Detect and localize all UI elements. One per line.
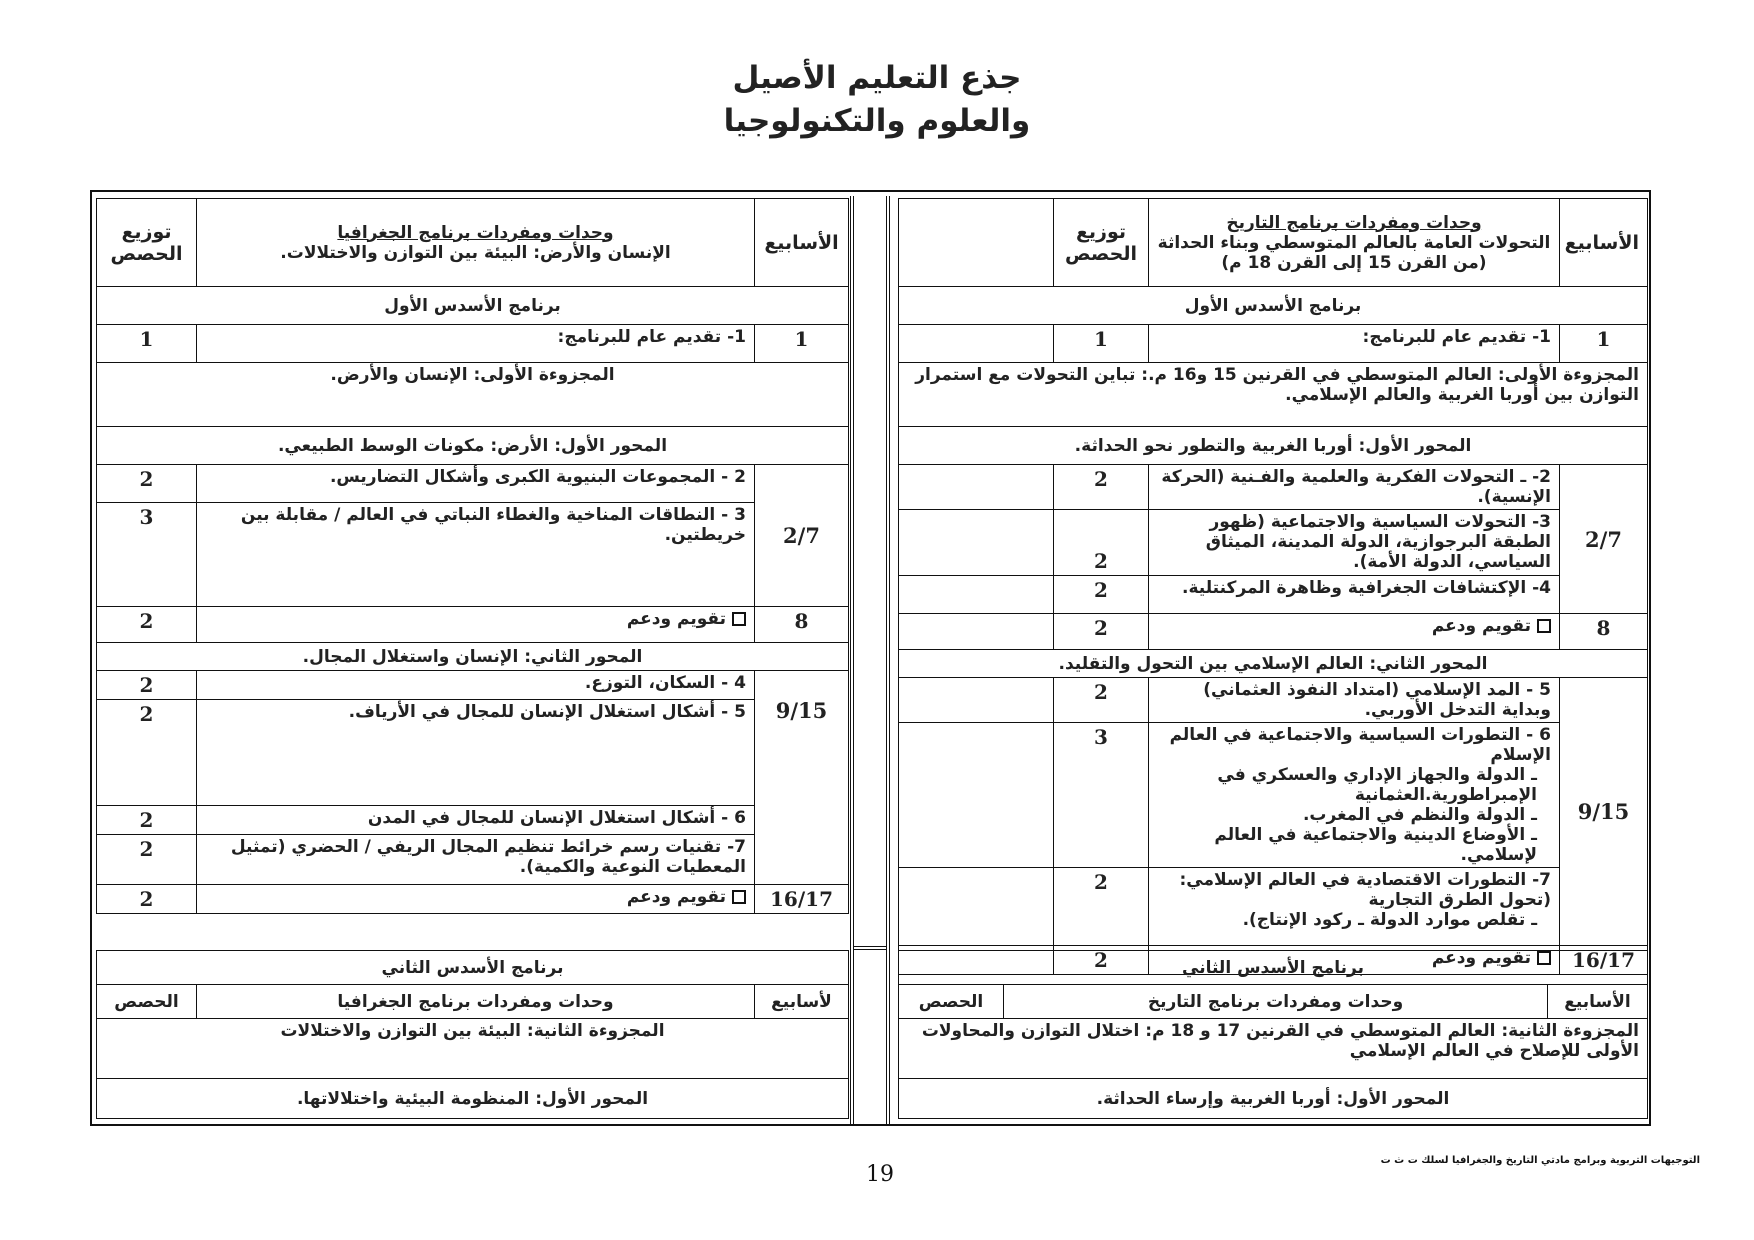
lesson-4: 4 - السكان، التوزع. bbox=[197, 671, 755, 700]
lesson-3: 3 - النطاقات المناخية والغطاء النباتي في العالم / مقابلة بين خريطتين. bbox=[197, 503, 755, 607]
weeks-9-15: 9/15 bbox=[1560, 678, 1648, 946]
footer-note: التوجيهات التربوية وبرامج مادتي التاريخ والجغرافيا لسلك ت ث ت bbox=[1380, 1155, 1700, 1166]
sessions-cell: 2 bbox=[97, 607, 197, 643]
page-subtitle: والعلوم والتكنولوجيا bbox=[723, 103, 1031, 139]
lesson-2: 2 - المجموعات البنيوية الكبرى وأشكال التضاريس. bbox=[197, 465, 755, 503]
semester-2-title: برنامج الأسدس الثاني bbox=[899, 951, 1648, 985]
sessions-cell: 3 bbox=[97, 503, 197, 607]
sessions-cell: 2 bbox=[97, 465, 197, 503]
axis-2-title: المحور الثاني: الإنسان واستغلال المجال. bbox=[97, 643, 849, 671]
sessions-cell: 2 bbox=[97, 700, 197, 806]
module-1-title: المجزوءة الأولى: العالم المتوسطي في القرنين 15 و16 م.: تباين التحولات مع استمرار التوازن بين أوربا الغربية والعالم الإسلامي. bbox=[899, 363, 1648, 427]
lesson-6: 6 - التطورات السياسية والاجتماعية في العالم الإسلام ـ الدولة والجهاز الإداري والعسكري في الإمبراطورية.العثمانية ـ الدولة والنظم في المغرب. ـ الأوضاع الدينية والاجتماعية في العالم لإسلامي. bbox=[1149, 723, 1560, 868]
evaluation-row: تقويم ودعم bbox=[1149, 614, 1560, 650]
sessions-cell: 1 bbox=[1054, 325, 1149, 363]
lesson-5: 5 - المد الإسلامي (امتداد النفوذ العثماني) وبداية التدخل الأوربي. bbox=[1149, 678, 1560, 723]
sessions-cell: 2 bbox=[1054, 678, 1149, 723]
units-header: وحدات ومفردات برنامج الجغرافيا bbox=[197, 985, 755, 1019]
lesson-intro: 1- تقديم عام للبرنامج: bbox=[197, 325, 755, 363]
weeks-header: الأسابيع bbox=[1548, 985, 1648, 1019]
sessions-cell: 2 bbox=[97, 806, 197, 835]
week-cell: 8 bbox=[1560, 614, 1648, 650]
history-program-table bbox=[898, 198, 1648, 975]
weeks-9-15: 9/15 bbox=[755, 671, 849, 885]
weeks-2-7: 2/7 bbox=[755, 465, 849, 607]
semester-1-title: برنامج الأسدس الأول bbox=[97, 287, 849, 325]
history-units-header: وحدات ومفردات برنامج التاريخ التحولات العامة بالعالم المتوسطي وبناء الحداثة (من القرن 15 إلى القرن 18 م) bbox=[1149, 199, 1560, 287]
sessions-cell: 2 bbox=[1054, 614, 1149, 650]
sessions-cell: 1 bbox=[97, 325, 197, 363]
axis-1-title: المحور الأول: الأرض: مكونات الوسط الطبيعي. bbox=[97, 427, 849, 465]
sessions-cell: 2 bbox=[97, 835, 197, 885]
distribution-header: توزيع الحصص bbox=[97, 199, 197, 287]
lesson-4: 4- الإكتشافات الجغرافية وظاهرة المركنتلية. bbox=[1149, 576, 1560, 614]
week-cell: 1 bbox=[1560, 325, 1648, 363]
axis-1-title: المحور الأول: أوربا الغربية والتطور نحو الحداثة. bbox=[899, 427, 1648, 465]
sessions-cell: 2 bbox=[1054, 465, 1149, 510]
lesson-7: 7- تقنيات رسم خرائط تنظيم المجال الريفي / الحضري (تمثيل المعطيات النوعية والكمية). bbox=[197, 835, 755, 885]
module-2-title: المجزوءة الثانية: العالم المتوسطي في القرنين 17 و 18 م: اختلال التوازن والمحاولات الأولى للإصلاح في العالم الإسلامي bbox=[899, 1019, 1648, 1079]
week-cell: 1 bbox=[755, 325, 849, 363]
sessions-cell: 3 bbox=[1054, 723, 1149, 868]
page-title: جذع التعليم الأصيل bbox=[732, 60, 1022, 96]
lesson-3: 3- التحولات السياسية والاجتماعية (ظهور الطبقة البرجوازية، الدولة المدينة، الميثاق السياسي، الدولة الأمة). bbox=[1149, 510, 1560, 576]
geography-units-header: وحدات ومفردات برنامج الجغرافيا الإنسان والأرض: البيئة بين التوازن والاختلالات. bbox=[197, 199, 755, 287]
sessions-cell: 2 bbox=[97, 885, 197, 914]
sessions-header: الحصص bbox=[97, 985, 197, 1019]
evaluation-row: تقويم ودعم bbox=[197, 885, 755, 914]
weeks-header: الأسابيع bbox=[755, 199, 849, 287]
center-divider bbox=[850, 196, 890, 1126]
square-bullet-icon bbox=[732, 890, 746, 904]
week-cell: 8 bbox=[755, 607, 849, 643]
lesson-2: 2- ـ التحولات الفكرية والعلمية والفـنية (الحركة الإنسية). bbox=[1149, 465, 1560, 510]
distribution-header: توزيع الحصص bbox=[1054, 199, 1149, 287]
lesson-6: 6 - أشكال استغلال الإنسان للمجال في المدن bbox=[197, 806, 755, 835]
module-1-title: المجزوءة الأولى: الإنسان والأرض. bbox=[97, 363, 849, 427]
square-bullet-icon bbox=[1537, 619, 1551, 633]
evaluation-row: تقويم ودعم bbox=[1149, 946, 1560, 975]
weeks-header: لأسابيع bbox=[755, 985, 849, 1019]
module-2-title: المجزوءة الثانية: البيئة بين التوازن والاختلالات bbox=[97, 1019, 849, 1079]
sessions-cell: 2 bbox=[1054, 576, 1149, 614]
square-bullet-icon bbox=[732, 612, 746, 626]
history-semester-2-table bbox=[898, 950, 1648, 1119]
axis-3-title: المحور الأول: المنظومة البيئية واختلالاتها. bbox=[97, 1079, 849, 1119]
evaluation-row: تقويم ودعم bbox=[197, 607, 755, 643]
blank-cell bbox=[899, 199, 1054, 287]
semester-2-title: برنامج الأسدس الثاني bbox=[97, 951, 849, 985]
week-cell: 16/17 bbox=[1560, 946, 1648, 975]
units-header: وحدات ومفردات برنامج التاريخ bbox=[1004, 985, 1548, 1019]
semester-1-title: برنامج الأسدس الأول bbox=[899, 287, 1648, 325]
axis-2-title: المحور الثاني: العالم الإسلامي بين التحول والتقليد. bbox=[899, 650, 1648, 678]
sessions-cell: 2 bbox=[1054, 510, 1149, 576]
weeks-2-7: 2/7 bbox=[1560, 465, 1648, 614]
sessions-cell: 2 bbox=[97, 671, 197, 700]
axis-3-title: المحور الأول: أوربا الغربية وإرساء الحداثة. bbox=[899, 1079, 1648, 1119]
lesson-7: 7- التطورات الاقتصادية في العالم الإسلامي: (تحول الطرق التجارية ـ تقلص موارد الدولة ـ ركود الإنتاج). bbox=[1149, 868, 1560, 946]
sessions-cell: 2 bbox=[1054, 868, 1149, 946]
lesson-intro: 1- تقديم عام للبرنامج: bbox=[1149, 325, 1560, 363]
page-number: 19 bbox=[866, 1162, 894, 1187]
weeks-header: الأسابيع bbox=[1560, 199, 1648, 287]
sessions-cell: 2 bbox=[1054, 946, 1149, 975]
lesson-5: 5 - أشكال استغلال الإنسان للمجال في الأرياف. bbox=[197, 700, 755, 806]
geography-semester-2-table bbox=[96, 950, 849, 1119]
sessions-header: الحصص bbox=[899, 985, 1004, 1019]
geography-program-table bbox=[96, 198, 849, 914]
week-cell: 16/17 bbox=[755, 885, 849, 914]
